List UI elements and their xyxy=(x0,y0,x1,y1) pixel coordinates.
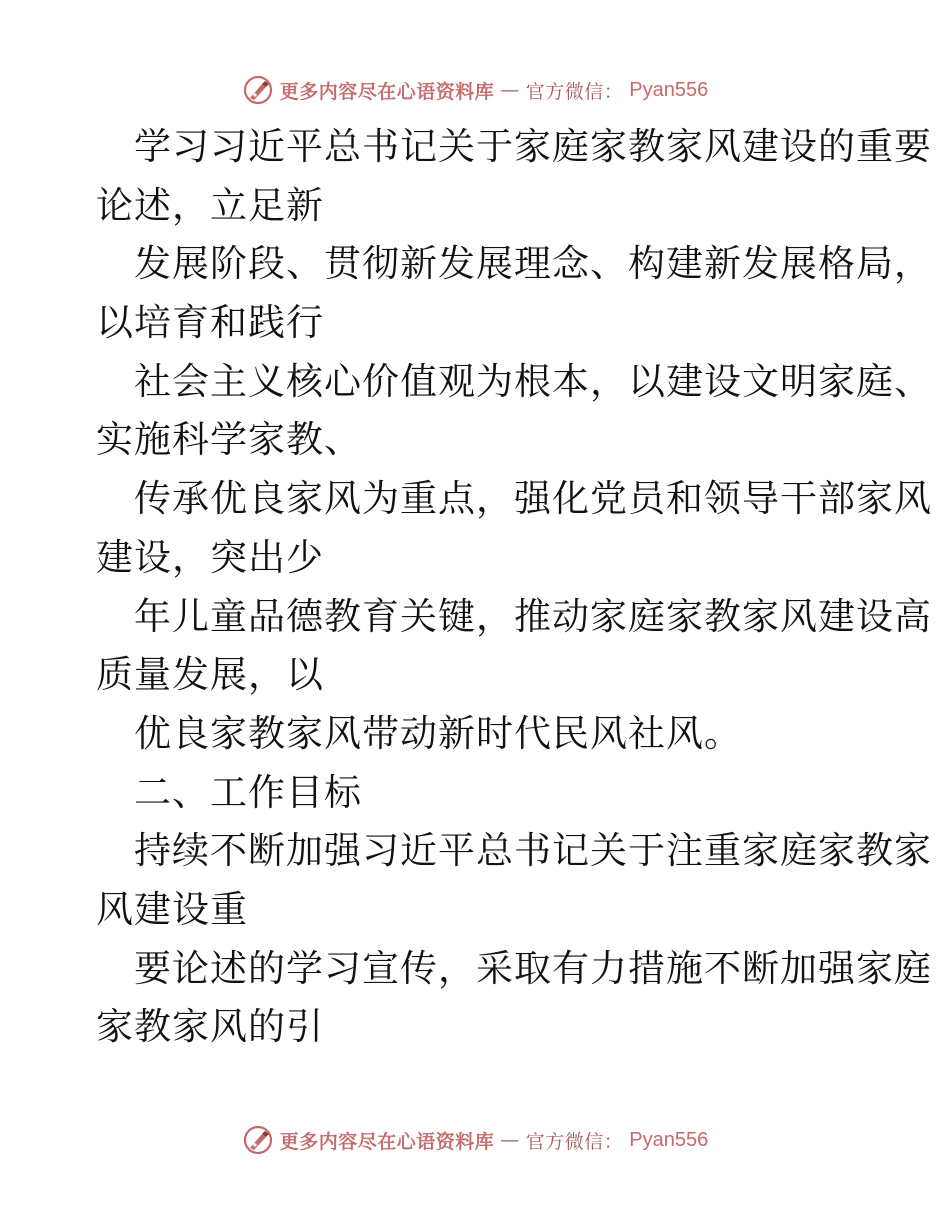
body-line: 风建设重 xyxy=(96,887,248,931)
banner-title: 更多内容尽在心语资料库 xyxy=(279,80,495,103)
banner-wechat-id: Pyan556 xyxy=(629,1128,709,1151)
banner-wechat-label: 官方微信： xyxy=(525,1130,624,1153)
body-line: 年儿童品德教育关键，推动家庭家教家风建设高 xyxy=(134,594,932,638)
fountain-pen-logo-icon xyxy=(242,1124,274,1156)
banner-dash: — xyxy=(500,1129,520,1151)
banner-wechat-label: 官方微信： xyxy=(525,80,624,103)
body-line: 要论述的学习宣传，采取有力措施不断加强家庭 xyxy=(134,946,932,990)
body-line: 发展阶段、贯彻新发展理念、构建新发展格局， xyxy=(134,242,932,286)
body-line: 质量发展，以 xyxy=(96,653,324,697)
fountain-pen-logo-icon xyxy=(242,74,274,106)
body-line: 建设，突出少 xyxy=(96,535,324,579)
banner-title: 更多内容尽在心语资料库 xyxy=(279,1130,495,1153)
body-line: 社会主义核心价值观为根本，以建设文明家庭、 xyxy=(134,359,932,403)
body-line: 家教家风的引 xyxy=(96,1005,324,1049)
banner-wechat-id: Pyan556 xyxy=(629,78,709,101)
header-watermark-banner xyxy=(0,70,950,110)
body-line: 优良家教家风带动新时代民风社风。 xyxy=(134,711,742,755)
body-line: 实施科学家教、 xyxy=(96,418,362,462)
section-heading: 二、工作目标 xyxy=(134,770,362,814)
banner-dash: — xyxy=(500,79,520,101)
body-line: 以培育和践行 xyxy=(96,301,324,345)
body-line: 论述，立足新 xyxy=(96,183,324,227)
body-line: 持续不断加强习近平总书记关于注重家庭家教家 xyxy=(134,829,932,873)
footer-watermark-banner xyxy=(0,1120,950,1160)
body-line: 学习习近平总书记关于家庭家教家风建设的重要 xyxy=(134,125,932,168)
document-body xyxy=(96,118,932,1057)
body-line: 传承优良家风为重点，强化党员和领导干部家风 xyxy=(134,477,932,521)
